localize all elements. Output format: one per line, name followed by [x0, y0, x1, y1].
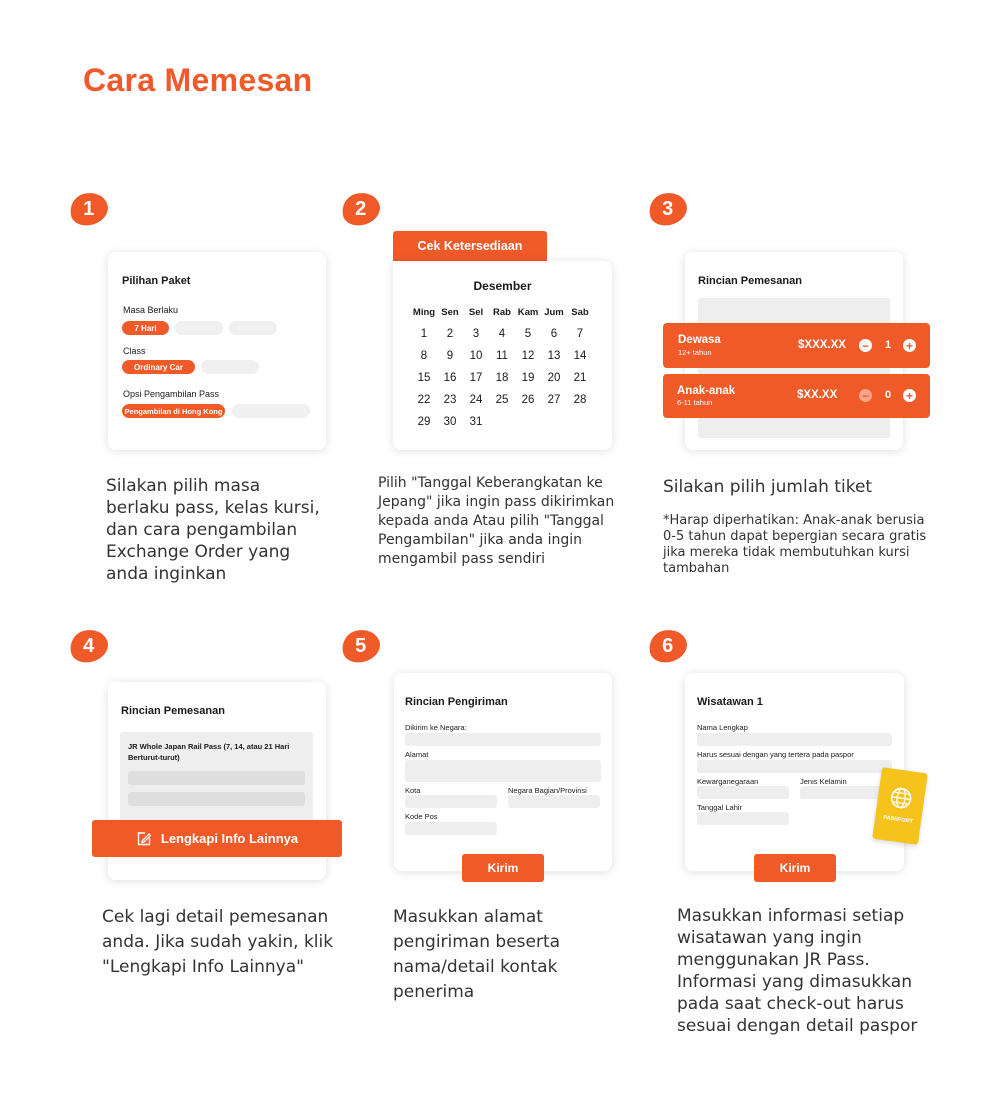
calendar-card [393, 261, 612, 450]
card-title: Rincian Pemesanan [698, 275, 802, 287]
nationality-field[interactable] [697, 786, 789, 799]
submit-button[interactable]: Kirim [462, 854, 544, 882]
calendar-day[interactable]: 28 [573, 394, 587, 406]
weekday-header: Jum [544, 306, 564, 318]
card-title: Pilihan Paket [122, 275, 191, 287]
calendar-day[interactable]: 13 [547, 350, 561, 362]
check-availability-tab[interactable]: Cek Ketersediaan [393, 231, 547, 261]
calendar-day[interactable]: 14 [573, 350, 587, 362]
passport-hint: Harus sesuai dengan yang tertera pada paspor [697, 750, 854, 759]
card-title: Wisatawan 1 [697, 696, 763, 708]
plus-icon[interactable]: + [903, 339, 916, 352]
name-confirm-field[interactable] [697, 760, 892, 773]
traveler-card [685, 673, 904, 871]
step-number-5: 5 [339, 626, 384, 666]
validity-option[interactable] [229, 321, 277, 335]
calendar-day[interactable]: 7 [576, 328, 584, 340]
weekday-header: Sab [571, 306, 589, 318]
edit-icon [136, 831, 152, 847]
step-4-description: Cek lagi detail pemesanan anda. Jika sudah yakin, klik "Lengkapi Info Lainnya" [102, 907, 334, 977]
adult-quantity: 1 [885, 339, 892, 351]
calendar-day[interactable]: 2 [446, 328, 454, 340]
gender-label: Jenis Kelamin [800, 777, 847, 786]
calendar-day[interactable]: 8 [420, 350, 428, 362]
card-title: Rincian Pengiriman [405, 696, 508, 708]
adult-price: $XXX.XX [798, 339, 846, 351]
dob-field[interactable] [697, 812, 789, 825]
step-number-6: 6 [646, 626, 691, 666]
globe-icon [889, 786, 914, 811]
calendar-day[interactable]: 20 [547, 372, 561, 384]
submit-button[interactable]: Kirim [754, 854, 836, 882]
calendar-day[interactable]: 15 [417, 372, 431, 384]
calendar-day-selected[interactable]: 18 [489, 367, 515, 389]
placeholder-line [128, 771, 305, 785]
validity-label: Masa Berlaku [123, 305, 179, 315]
state-label: Negara Bagian/Provinsi [508, 786, 587, 795]
step-number-1: 1 [67, 189, 112, 229]
complete-info-label: Lengkapi Info Lainnya [160, 831, 299, 846]
calendar-day[interactable]: 30 [443, 416, 457, 428]
calendar-day[interactable]: 10 [469, 350, 483, 362]
child-age: 6-11 tahun [677, 398, 713, 407]
city-field[interactable] [405, 795, 497, 808]
weekday-header: Ming [412, 306, 436, 318]
package-card [108, 252, 326, 450]
address-field[interactable] [405, 760, 601, 782]
plus-icon[interactable]: + [903, 389, 916, 402]
class-label: Class [123, 346, 146, 356]
weekday-header: Sel [468, 306, 484, 318]
calendar-day[interactable]: 27 [547, 394, 561, 406]
step-number-4: 4 [67, 626, 112, 666]
calendar-grid [411, 301, 593, 433]
step-3-description: Silakan pilih jumlah tiket [663, 477, 873, 497]
state-field[interactable] [508, 795, 600, 808]
weekday-header: Sen [441, 306, 459, 318]
calendar-day[interactable]: 31 [469, 416, 483, 428]
full-name-field[interactable] [697, 733, 892, 746]
card-title: Rincian Pemesanan [121, 705, 225, 717]
adult-label: Dewasa [678, 334, 721, 346]
passport-image [872, 767, 928, 845]
dob-label: Tanggal Lahir [697, 803, 743, 812]
calendar-month: Desember [473, 279, 532, 293]
order-item-box [120, 732, 313, 832]
ticket-row-child [663, 374, 930, 418]
nationality-label: Kewarganegaraan [697, 777, 759, 786]
calendar-day[interactable]: 17 [469, 372, 483, 384]
minus-icon[interactable]: − [859, 339, 872, 352]
weekday-header: Rab [493, 306, 511, 318]
adult-age: 12+ tahun [678, 348, 712, 357]
full-name-label: Nama Lengkap [697, 723, 748, 732]
pickup-option-selected[interactable]: Pengambilan di Hong Kong [122, 404, 225, 418]
calendar-day[interactable]: 24 [469, 394, 483, 406]
passport-label: PASSPORT [882, 814, 914, 825]
step-3-note: *Harap diperhatikan: Anak-anak berusia 0-5 tahun dapat bepergian secara gratis jika mereka tidak membutuhkan kursi tambahan [663, 513, 927, 576]
country-label: Dikirim ke Negara: [405, 723, 467, 732]
calendar-day[interactable]: 29 [417, 416, 431, 428]
step-1-description: Silakan pilih masa berlaku pass, kelas kursi, dan cara pengambilan Exchange Order yang anda inginkan [106, 476, 320, 584]
validity-option[interactable] [175, 321, 223, 335]
step-2-description: Pilih "Tanggal Keberangkatan ke Jepang" jika ingin pass dikirimkan kepada anda Atau pilih "Tanggal Pengambilan" jika anda ingin mengambil pass sendiri [378, 475, 615, 567]
calendar-day[interactable]: 19 [521, 372, 535, 384]
calendar-day[interactable]: 23 [443, 394, 457, 406]
weekday-header: Kam [517, 306, 539, 318]
calendar-day[interactable]: 9 [446, 350, 454, 362]
calendar-day[interactable]: 16 [443, 372, 457, 384]
calendar-day[interactable]: 25 [495, 394, 509, 406]
placeholder-line [128, 792, 305, 806]
country-field[interactable] [405, 733, 601, 746]
page-title: Cara Memesan [83, 62, 313, 98]
step-number-3: 3 [646, 189, 691, 229]
calendar-day[interactable]: 21 [573, 372, 587, 384]
calendar-day[interactable]: 22 [417, 394, 431, 406]
shipping-card [394, 673, 612, 871]
child-label: Anak-anak [677, 385, 736, 397]
minus-icon[interactable]: − [859, 389, 872, 402]
calendar-day[interactable]: 26 [521, 394, 535, 406]
child-quantity: 0 [885, 389, 892, 401]
calendar-day[interactable]: 6 [550, 328, 558, 340]
calendar-day[interactable]: 5 [524, 328, 532, 340]
calendar-day[interactable]: 4 [498, 328, 506, 340]
step-5-description: Masukkan alamat pengiriman beserta nama/detail kontak penerima [393, 907, 561, 1002]
step-number-2: 2 [339, 189, 384, 229]
validity-option-selected[interactable]: 7 Hari [122, 321, 169, 335]
city-label: Kota [405, 786, 421, 795]
ticket-row-adult [663, 323, 930, 368]
complete-info-button[interactable] [92, 820, 342, 857]
class-option[interactable] [201, 360, 259, 374]
calendar-day[interactable]: 12 [521, 350, 535, 362]
calendar-day[interactable]: 3 [472, 328, 480, 340]
step-6-description: Masukkan informasi setiap wisatawan yang ingin menggunakan JR Pass. Informasi yang dimasukkan pada saat check-out harus sesuai dengan detail paspor [677, 906, 918, 1036]
pickup-label: Opsi Pengambilan Pass [123, 389, 220, 399]
calendar-day[interactable]: 1 [420, 328, 428, 340]
zip-field[interactable] [405, 822, 497, 835]
child-price: $XX.XX [797, 389, 838, 401]
address-label: Alamat [405, 750, 429, 759]
calendar-day[interactable]: 11 [496, 350, 508, 362]
pickup-option[interactable] [232, 404, 310, 418]
zip-label: Kode Pos [405, 812, 438, 821]
order-item-name: JR Whole Japan Rail Pass (7, 14, atau 21 Hari Berturut-turut) [128, 742, 290, 762]
class-option-selected[interactable]: Ordinary Car [122, 360, 195, 374]
